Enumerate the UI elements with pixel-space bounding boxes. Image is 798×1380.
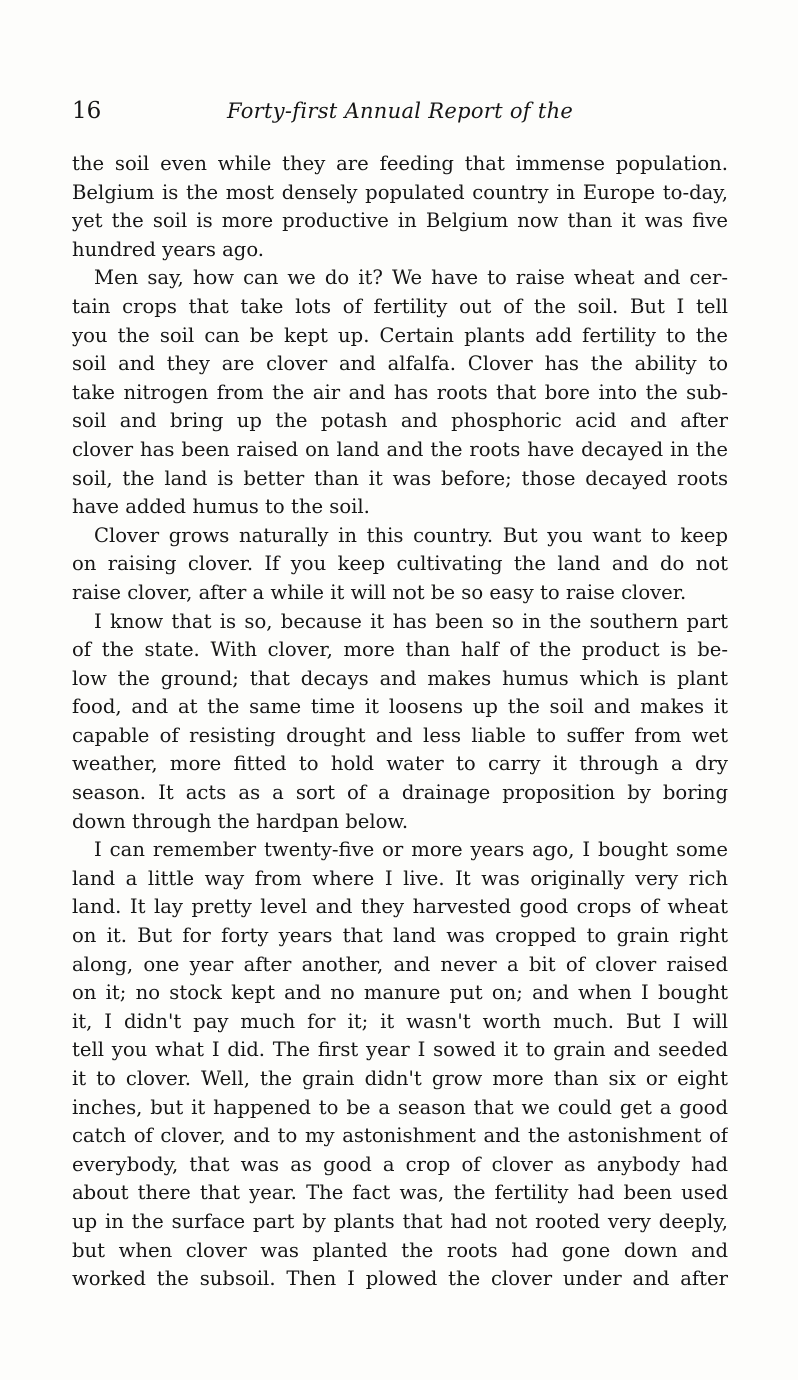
text-line: inches, but it happened to be a season that we could get a good: [72, 1095, 728, 1119]
text-line: worked the subsoil. Then I plowed the clover under and after: [72, 1267, 728, 1291]
text-line: the soil even while they are feeding that immense population.: [72, 152, 728, 175]
body-text: [72, 150, 728, 1294]
text-line: clover has been raised on land and the roots have decayed in the: [72, 437, 728, 461]
page-number: 16: [72, 98, 102, 124]
running-title: Forty-first Annual Report of the: [227, 99, 574, 123]
text-line: of the state. With clover, more than half of the product is be-: [72, 638, 728, 662]
text-line: you the soil can be kept up. Certain plants add fertility to the: [72, 323, 728, 347]
text-line: up in the surface part by plants that had not rooted very deeply,: [72, 1209, 728, 1233]
text-line: land a little way from where I live. It was originally very rich: [72, 866, 728, 890]
text-line: along, one year after another, and never a bit of clover raised: [72, 952, 728, 976]
text-line: low the ground; that decays and makes humus which is plant: [72, 666, 728, 690]
text-line: on it; no stock kept and no manure put on; and when I bought: [72, 981, 728, 1005]
text-line: on raising clover. If you keep cultivating the land and do not: [72, 552, 728, 576]
text-line: soil and they are clover and alfalfa. Clover has the ability to: [72, 352, 728, 376]
text-line: Belgium is the most densely populated country in Europe to-day,: [72, 180, 728, 204]
text-line: it to clover. Well, the grain didn't grow more than six or eight: [72, 1067, 728, 1090]
text-line: land. It lay pretty level and they harvested good crops of wheat: [72, 895, 728, 919]
text-line: I know that is so, because it has been so in the southern part: [94, 609, 728, 633]
text-line: season. It acts as a sort of a drainage proposition by boring: [72, 781, 728, 805]
text-line: Men say, how can we do it? We have to raise wheat and cer-: [94, 266, 728, 290]
text-line: down through the hardpan below.: [72, 809, 409, 833]
paragraph: [72, 150, 728, 264]
text-line: tell you what I did. The first year I sowed it to grain and seeded: [72, 1038, 728, 1062]
text-line: everybody, that was as good a crop of clover as anybody had: [72, 1152, 728, 1176]
text-line: tain crops that take lots of fertility out of the soil. But I tell: [72, 294, 728, 318]
paragraph: [72, 836, 728, 1294]
text-line: it, I didn't pay much for it; it wasn't worth much. But I will: [72, 1009, 728, 1033]
text-line: raise clover, after a while it will not be so easy to raise clover.: [72, 580, 687, 604]
text-line: I can remember twenty-five or more years ago, I bought some: [94, 838, 728, 862]
text-line: about there that year. The fact was, the fertility had been used: [72, 1181, 728, 1205]
text-line: have added humus to the soil.: [72, 495, 370, 519]
text-line: take nitrogen from the air and has roots that bore into the sub-: [72, 380, 728, 404]
text-line: food, and at the same time it loosens up the soil and makes it: [72, 695, 728, 719]
text-line: soil and bring up the potash and phosphoric acid and after: [72, 409, 728, 433]
text-line: soil, the land is better than it was before; those decayed roots: [72, 466, 728, 490]
text-line: on it. But for forty years that land was cropped to grain right: [72, 924, 728, 948]
paragraph: [72, 264, 728, 521]
text-line: hundred years ago.: [72, 237, 265, 261]
text-line: weather, more fitted to hold water to carry it through a dry: [72, 752, 728, 776]
paragraph: [72, 522, 728, 608]
page-header: [72, 94, 728, 128]
text-line: but when clover was planted the roots had gone down and: [72, 1238, 728, 1262]
text-line: Clover grows naturally in this country. But you want to keep: [94, 523, 728, 547]
text-line: catch of clover, and to my astonishment and the astonishment of: [72, 1124, 728, 1148]
paragraph: [72, 608, 728, 837]
text-line: yet the soil is more productive in Belgium now than it was five: [72, 209, 728, 233]
text-line: capable of resisting drought and less liable to suffer from wet: [72, 723, 728, 747]
